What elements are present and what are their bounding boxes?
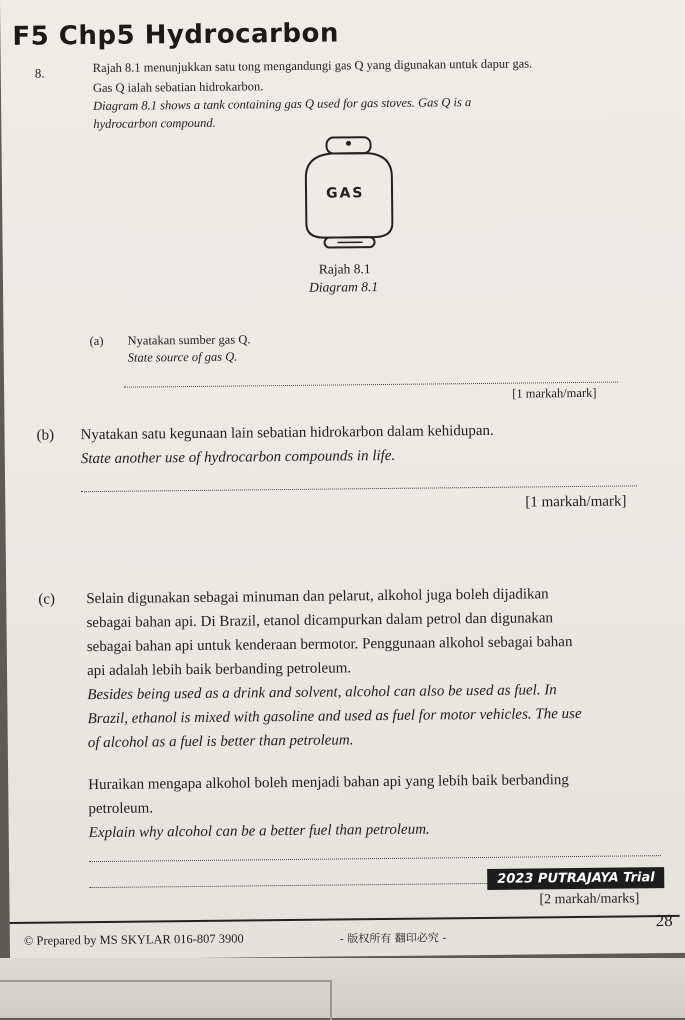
part-c-en-line-2: Brazil, ethanol is mixed with gasoline and used as fuel for motor vehicles. The use — [87, 706, 581, 728]
intro-ms-line-1: Rajah 8.1 menunjukkan satu tong mengandungi gas Q yang digunakan untuk dapur gas. — [93, 56, 533, 76]
diagram-caption-en: Diagram 8.1 — [309, 279, 378, 296]
handwritten-title: F5 Chp5 Hydrocarbon — [12, 18, 339, 51]
part-c-answer-line-1[interactable] — [89, 855, 661, 862]
part-b-text-ms: Nyatakan satu kegunaan lain sebatian hidrokarbon dalam kehidupan. — [80, 423, 493, 444]
part-c-question-en: Explain why alcohol can be a better fuel than petroleum. — [89, 822, 430, 843]
diagram-caption-ms: Rajah 8.1 — [319, 261, 371, 278]
footer-credit: © Prepared by MS SKYLAR 016-807 3900 — [24, 931, 244, 948]
part-b-label: (b) — [36, 427, 54, 444]
part-c-marks: [2 markah/marks] — [539, 891, 639, 908]
part-b-marks: [1 markah/mark] — [525, 493, 626, 511]
part-c-question-ms-1: Huraikan mengapa alkohol boleh menjadi bahan api yang lebih baik berbanding — [88, 772, 569, 794]
part-c-question-ms-2: petroleum. — [88, 800, 153, 818]
intro-ms-line-2: Gas Q ialah sebatian hidrokarbon. — [93, 79, 264, 96]
part-c-ms-line-1: Selain digunakan sebagai minuman dan pelarut, alkohol juga boleh dijadikan — [86, 586, 549, 608]
part-c-answer-line-2[interactable] — [89, 883, 489, 888]
footer-copyright: - 版权所有 翻印必究 - — [340, 929, 447, 946]
part-c-ms-line-3: sebagai bahan api untuk kenderaan bermotor. Penggunaan alkohol sebagai bahan — [87, 634, 573, 656]
part-c-label: (c) — [38, 591, 55, 608]
part-c-ms-line-4: api adalah lebih baik berbanding petroleum. — [87, 660, 351, 680]
gas-tank-diagram — [291, 131, 412, 257]
part-a-marks: [1 markah/mark] — [512, 386, 596, 402]
part-a-label: (a) — [90, 334, 104, 349]
part-b-text-en: State another use of hydrocarbon compounds in life. — [81, 448, 396, 468]
tank-label: GAS — [326, 185, 365, 201]
part-c-ms-line-2: sebagai bahan api. Di Brazil, etanol dicampurkan dalam petrol dan digunakan — [86, 610, 553, 632]
trial-stamp: 2023 PUTRAJAYA Trial — [487, 867, 665, 890]
desk-background — [0, 958, 685, 1018]
part-a-text-ms: Nyatakan sumber gas Q. — [128, 332, 251, 348]
question-number: 8. — [35, 66, 45, 82]
part-c-en-line-3: of alcohol as a fuel is better than petroleum. — [88, 732, 354, 752]
part-b-answer-line[interactable] — [81, 485, 637, 492]
part-c-en-line-1: Besides being used as a drink and solvent, alcohol can also be used as fuel. In — [87, 682, 557, 704]
next-page-edge — [0, 980, 332, 1020]
intro-en-line-2: hydrocarbon compound. — [93, 116, 216, 132]
footer-divider — [10, 915, 680, 924]
page-number: 28 — [656, 911, 673, 931]
intro-en-line-1: Diagram 8.1 shows a tank containing gas Q used for gas stoves. Gas Q is a — [93, 95, 471, 114]
part-a-text-en: State source of gas Q. — [128, 350, 238, 366]
